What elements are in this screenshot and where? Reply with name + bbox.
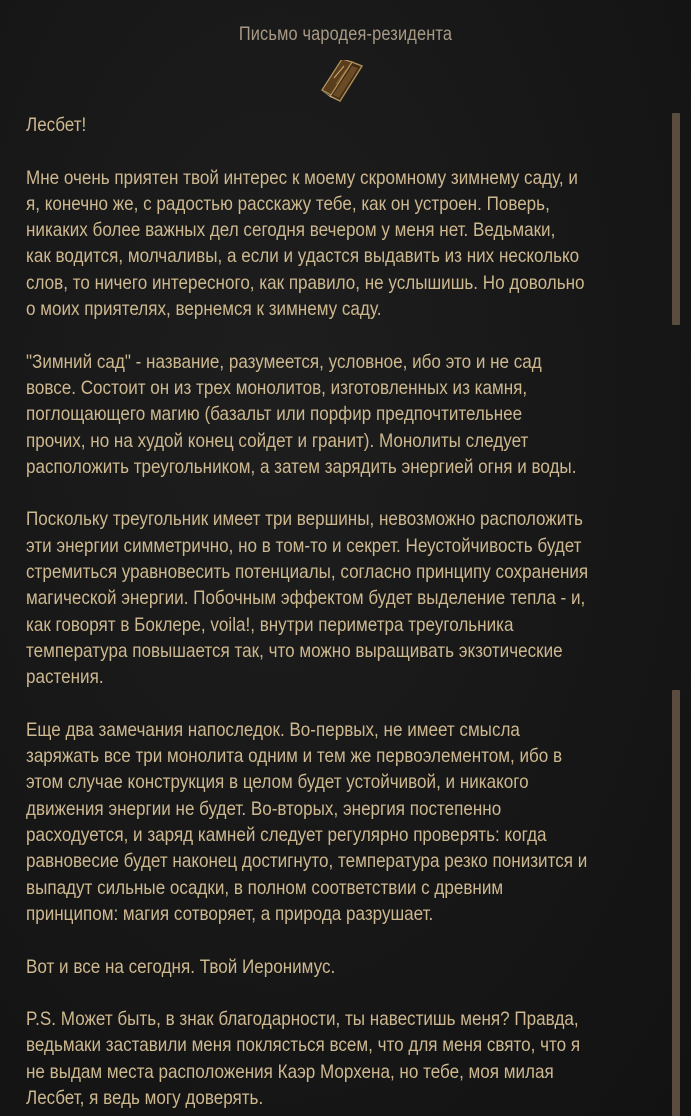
letter-paragraph-5: Вот и все на сегодня. Твой Иеронимус. [26, 955, 336, 978]
book-icon [321, 60, 362, 101]
title-divider [0, 60, 691, 104]
letter-paragraph-6: P.S. Может быть, в знак благодарности, ты навестишь меня? Правда, ведьмаки заставили меня поклясться всем, что для меня свято, что я не выдам места расположения Каэр Морхена, но тебе, моя милая Лесбет, я ведь могу доверять. [26, 1008, 581, 1109]
scrollbar-track-upper[interactable] [672, 113, 680, 325]
letter-body [26, 112, 656, 1116]
divider-ornament [0, 60, 691, 104]
letter-paragraph-1: Мне очень приятен твой интерес к моему скромному зимнему саду, и я, конечно же, с радостью расскажу тебе, как он устроен. Поверь, никаких более важных дел сегодня вечером у меня нет. Ведьмаки, как водится, молчаливы, а если и удастся выдавить из них несколько слов, то ничего интересного, как правило, не услышишь. Но довольно о моих приятелях, вернемся к зимнему саду. [26, 166, 585, 321]
letter-paragraph-3: Поскольку треугольник имеет три вершины, невозможно расположить эти энергии симметрично, но в том-то и секрет. Неустойчивость будет стремиться уравновесить потенциалы, согласно принципу сохранения магической энергии. Побочным эффектом будет выделение тепла - и, как говорят в Боклере, voila!, внутри периметра треугольника температура повышается так, что можно выращивать экзотические растения. [26, 508, 589, 689]
scrollbar-thumb[interactable] [672, 690, 680, 1116]
letter-greeting: Лесбет! [26, 114, 87, 136]
letter-paragraph-2: "Зимний сад" - название, разумеется, условное, ибо это и не сад вовсе. Состоит он из трех монолитов, изготовленных из камня, поглощающего магию (базальт или порфир предпочтительнее прочих, но на худой конец сойдет и гранит). Монолиты следует расположить треугольником, а затем зарядить энергией огня и воды. [26, 350, 577, 478]
letter-title: Письмо чародея-резидента [238, 24, 453, 45]
letter-paragraph-4: Еще два замечания напоследок. Во-первых, не имеет смысла заряжать все три монолита одним и тем же первоэлементом, ибо в этом случае конструкция в целом будет устойчивой, и никакого движения энергии не будет. Во-вторых, энергия постепенно расходуется, и заряд камней следует регулярно проверять: когда равновесие будет наконец достигнуто, температура резко понизится и выпадут сильные осадки, в полном соответствии с древним принципом: магия сотворяет, а природа разрушает. [26, 718, 588, 925]
